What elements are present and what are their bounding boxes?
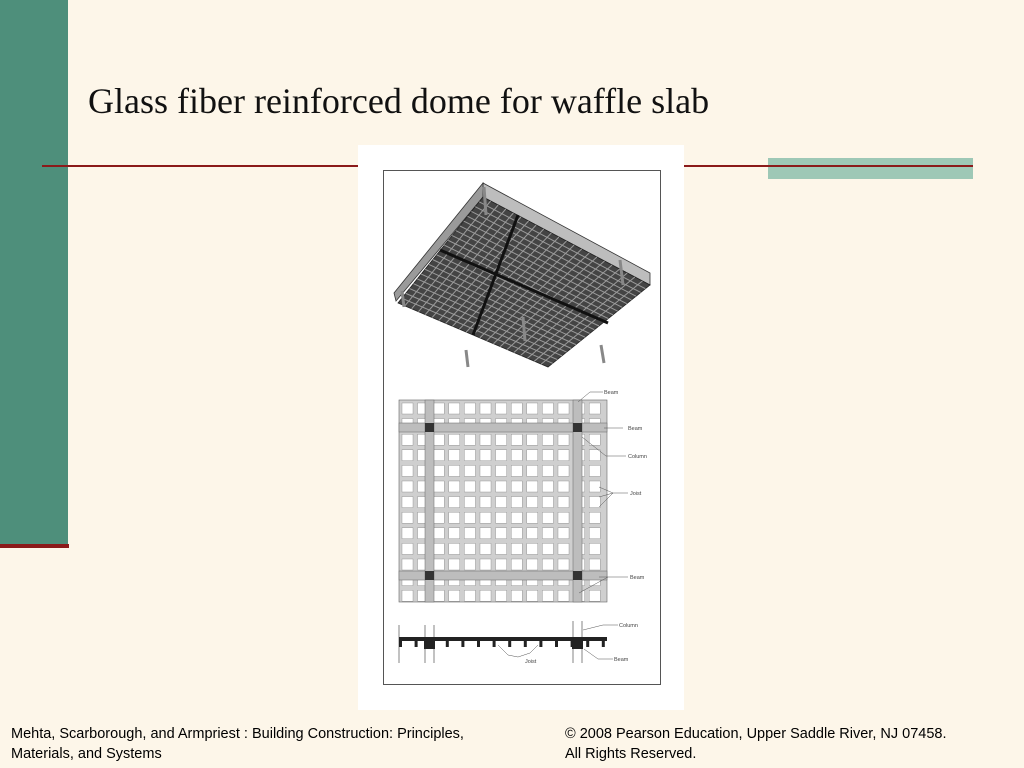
footer-citation-line2: Materials, and Systems xyxy=(11,746,162,762)
footer-copyright-line1: © 2008 Pearson Education, Upper Saddle River, NJ 07458. xyxy=(565,726,947,742)
slide-title: Glass fiber reinforced dome for waffle slab xyxy=(88,81,710,121)
section-view xyxy=(399,621,638,665)
sidebar-underline xyxy=(0,544,69,548)
plan-label-beam-top: Beam xyxy=(604,390,619,396)
plan-label-beam-bottom: Beam xyxy=(630,575,645,581)
title-accent-bar xyxy=(768,158,973,179)
waffle-slab-figure xyxy=(358,145,684,710)
section-label-joist: Joist xyxy=(525,659,537,665)
plan-label-column: Column xyxy=(628,454,647,460)
footer-copyright xyxy=(565,724,1020,764)
footer-copyright-line2: All Rights Reserved. xyxy=(565,746,697,762)
section-label-beam: Beam xyxy=(614,657,629,663)
plan-view xyxy=(399,390,647,602)
footer-citation xyxy=(11,724,551,764)
title-rule-left xyxy=(42,165,360,167)
plan-label-joist: Joist xyxy=(630,491,642,497)
plan-label-beam-right: Beam xyxy=(628,426,643,432)
section-label-column: Column xyxy=(619,623,638,629)
perspective-view xyxy=(394,183,650,367)
sidebar-accent xyxy=(0,0,68,546)
waffle-slab-illustration xyxy=(358,145,684,710)
footer-citation-line1: Mehta, Scarborough, and Armpriest : Building Construction: Principles, xyxy=(11,726,464,742)
